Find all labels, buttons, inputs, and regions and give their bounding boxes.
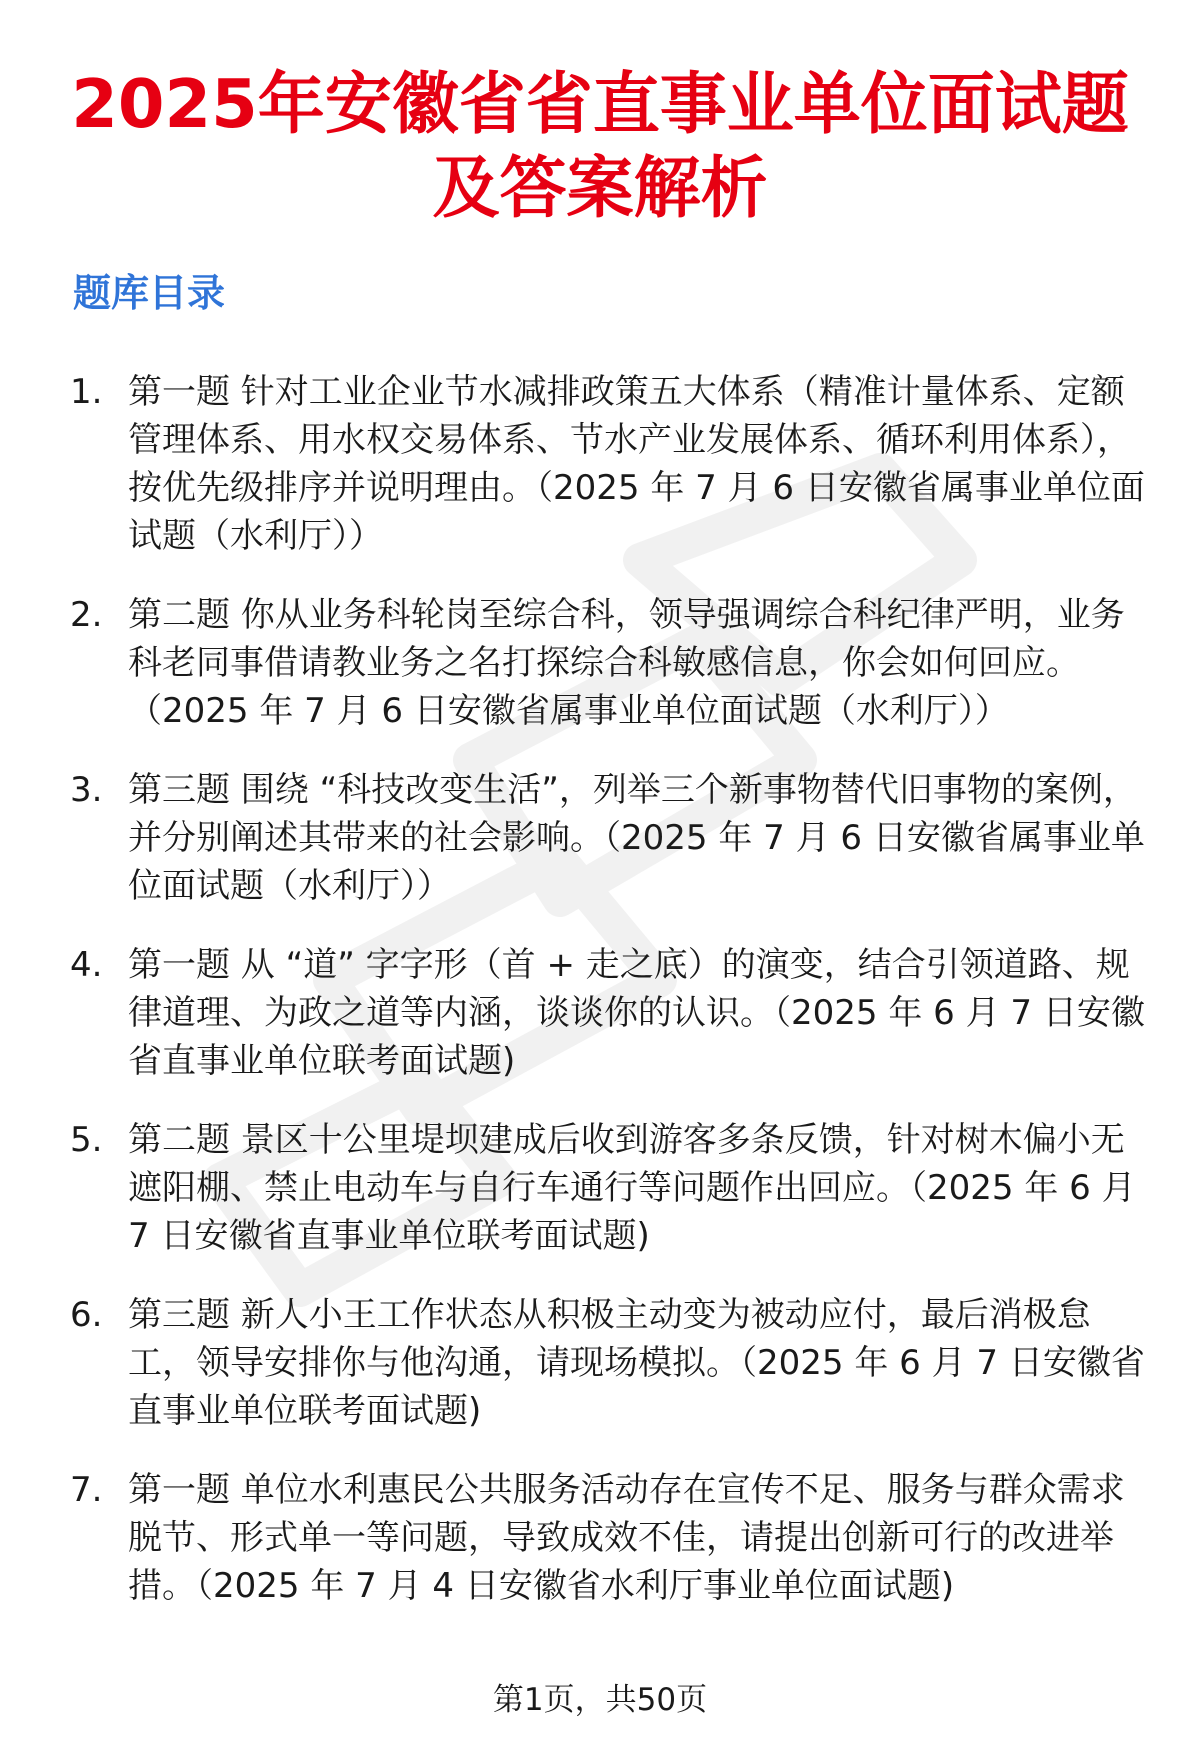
- toc-list: [70, 368, 1150, 1641]
- document-title: 2025年安徽省省直事业单位面试题 及答案解析: [71, 65, 1129, 227]
- toc-item-number: 1.: [70, 372, 103, 412]
- toc-heading: 题库目录: [73, 271, 226, 315]
- toc-item-text: 第一题 单位水利惠民公共服务活动存在宣传不足、服务与群众需求脱节、形式单一等问题，导致成效不佳，请提出创新可行的改进举措。（2025 年 7 月 4 日安徽省水利厅事业单位面试题): [128, 1470, 1125, 1606]
- toc-item-number: 5.: [70, 1120, 103, 1160]
- toc-item-text: 第三题 围绕 “科技改变生活”，列举三个新事物替代旧事物的案例，并分别阐述其带来的社会影响。（2025 年 7 月 6 日安徽省属事业单位面试题（水利厅））: [128, 770, 1145, 906]
- toc-item-text: 第二题 你从业务科轮岗至综合科，领导强调综合科纪律严明，业务科老同事借请教业务之名打探综合科敏感信息，你会如何回应。（2025 年 7 月 6 日安徽省属事业单位面试题（水利厅））: [128, 595, 1125, 731]
- toc-item-number: 3.: [70, 770, 103, 810]
- toc-item: [70, 368, 1150, 560]
- toc-item-text: 第二题 景区十公里堤坝建成后收到游客多条反馈，针对树木偏小无遮阳棚、禁止电动车与自行车通行等问题作出回应。（2025 年 6 月 7 日安徽省直事业单位联考面试题): [128, 1120, 1136, 1256]
- toc-item-text: 第一题 针对工业企业节水减排政策五大体系（精准计量体系、定额管理体系、用水权交易体系、节水产业发展体系、循环利用体系），按优先级排序并说明理由。（2025 年 7 月 6 日安徽省属事业单位面试题（水利厅））: [128, 372, 1145, 556]
- toc-item: [70, 1116, 1150, 1260]
- page-footer: 第1页，共50页: [492, 1682, 708, 1718]
- toc-item-text: 第一题 从 “道” 字字形（首 + 走之底）的演变，结合引领道路、规律道理、为政之道等内涵，谈谈你的认识。（2025 年 6 月 7 日安徽省直事业单位联考面试题): [128, 945, 1145, 1081]
- toc-item: [70, 591, 1150, 735]
- toc-item-text: 第三题 新人小王工作状态从积极主动变为被动应付，最后消极怠工，领导安排你与他沟通，请现场模拟。（2025 年 6 月 7 日安徽省直事业单位联考面试题): [128, 1295, 1145, 1431]
- toc-item: [70, 766, 1150, 910]
- toc-item-number: 6.: [70, 1295, 103, 1335]
- toc-item: [70, 1291, 1150, 1435]
- toc-item-number: 2.: [70, 595, 103, 635]
- toc-item: [70, 941, 1150, 1085]
- toc-item-number: 4.: [70, 945, 103, 985]
- toc-item-number: 7.: [70, 1470, 103, 1510]
- toc-item: [70, 1466, 1150, 1610]
